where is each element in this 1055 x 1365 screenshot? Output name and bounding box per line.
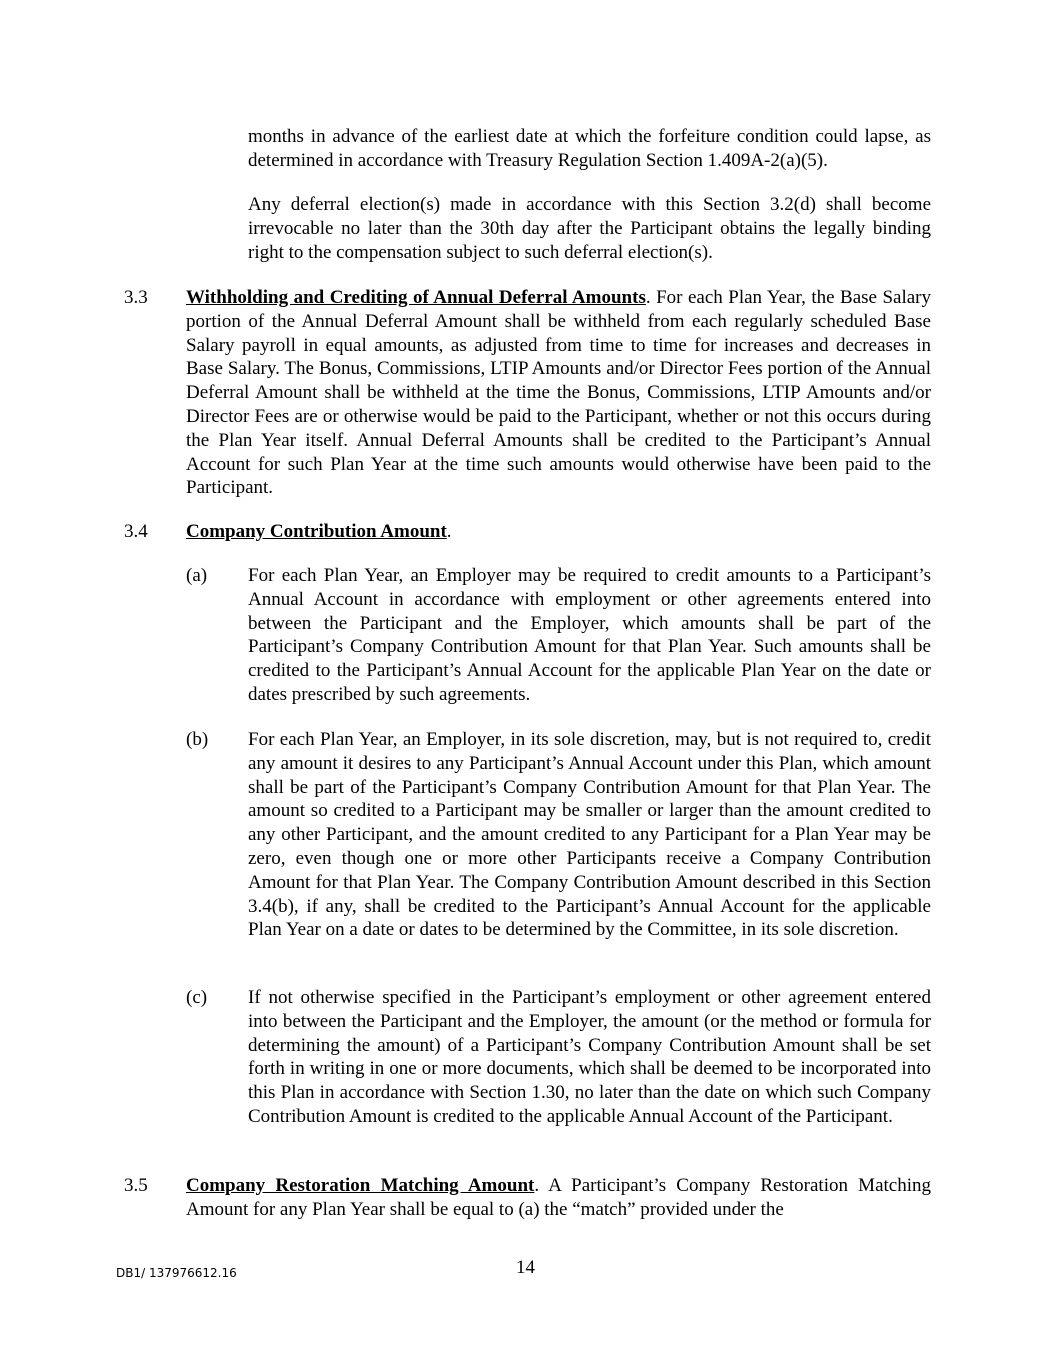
- item-c-label: (c): [186, 987, 208, 1008]
- item-c-text: If not otherwise specified in the Participant’s employment or other agreement entered into between the Participant and the Employer, the amount (or the method or formula for determining the amount) of a Participant’s Company Contribution Amount shall be set forth in writing in one or more documents, which shall be deemed to be incorporated into this Plan in accordance with Section 1.30, no later than the date on which such Company Contribution Amount is credited to the applicable Annual Account of the Participant.: [248, 987, 931, 1127]
- section-3-4-heading-line: [186, 520, 931, 544]
- item-b-label: (b): [186, 729, 209, 750]
- section-3-3-heading: Withholding and Crediting of Annual Deferral Amounts: [186, 287, 646, 308]
- section-3-4-number: 3.4: [124, 521, 148, 542]
- section-3-4-heading-suffix: .: [446, 521, 452, 542]
- continuation-paragraph-2: Any deferral election(s) made in accordance with this Section 3.2(d) shall become irrevocable no later than the 30th day after the Participant obtains the legally binding right to the compensation subject to such deferral election(s).: [248, 194, 931, 263]
- section-3-5-paragraph: [186, 1174, 931, 1222]
- item-a-label: (a): [186, 565, 208, 586]
- section-3-3-body: . For each Plan Year, the Base Salary portion of the Annual Deferral Amount shall be withheld from each regularly scheduled Base Salary payroll in equal amounts, as adjusted from time to time for increases and decreases in Base Salary. The Bonus, Commissions, LTIP Amounts and/or Director Fees portion of the Annual Deferral Amount shall be withheld at the time the Bonus, Commissions, LTIP Amounts and/or Director Fees are or otherwise would be paid to the Participant, whether or not this occurs during the Plan Year itself. Annual Deferral Amounts shall be credited to the Participant’s Annual Account for such Plan Year at the time such amounts would otherwise have been paid to the Participant.: [186, 287, 931, 499]
- section-3-5-body: . A Participant’s Company Restoration Matching Amount for any Plan Year shall be equal to (a) the “match” provided under the: [186, 1175, 932, 1220]
- section-3-5-number: 3.5: [124, 1175, 148, 1196]
- section-3-4-heading: Company Contribution Amount: [186, 521, 447, 542]
- section-3-5-heading: Company Restoration Matching Amount: [186, 1175, 535, 1196]
- continuation-paragraph-1: months in advance of the earliest date at which the forfeiture condition could lapse, as determined in accordance with Treasury Regulation Section 1.409A-2(a)(5).: [248, 126, 931, 171]
- item-a-text: For each Plan Year, an Employer may be required to credit amounts to a Participant’s Annual Account in accordance with employment or other agreements entered into between the Participant and the Employer, which amounts shall be part of the Participant’s Company Contribution Amount for that Plan Year. Such amounts shall be credited to the Participant’s Annual Account for the applicable Plan Year on the date or dates prescribed by such agreements.: [248, 565, 931, 705]
- section-3-3-number: 3.3: [124, 287, 148, 308]
- page-number: 14: [516, 1257, 535, 1278]
- item-b-text: For each Plan Year, an Employer, in its sole discretion, may, but is not required to, credit any amount it desires to any Participant’s Annual Account under this Plan, which amount shall be part of the Participant’s Company Contribution Amount for that Plan Year. The amount so credited to a Participant may be smaller or larger than the amount credited to any other Participant, and the amount credited to any Participant for a Plan Year may be zero, even though one or more other Participants receive a Company Contribution Amount for that Plan Year. The Company Contribution Amount described in this Section 3.4(b), if any, shall be credited to the Participant’s Annual Account for the applicable Plan Year on a date or dates to be determined by the Committee, in its sole discretion.: [248, 729, 931, 941]
- document-id: DB1/ 137976612.16: [116, 1266, 237, 1280]
- section-3-3-paragraph: [186, 286, 931, 500]
